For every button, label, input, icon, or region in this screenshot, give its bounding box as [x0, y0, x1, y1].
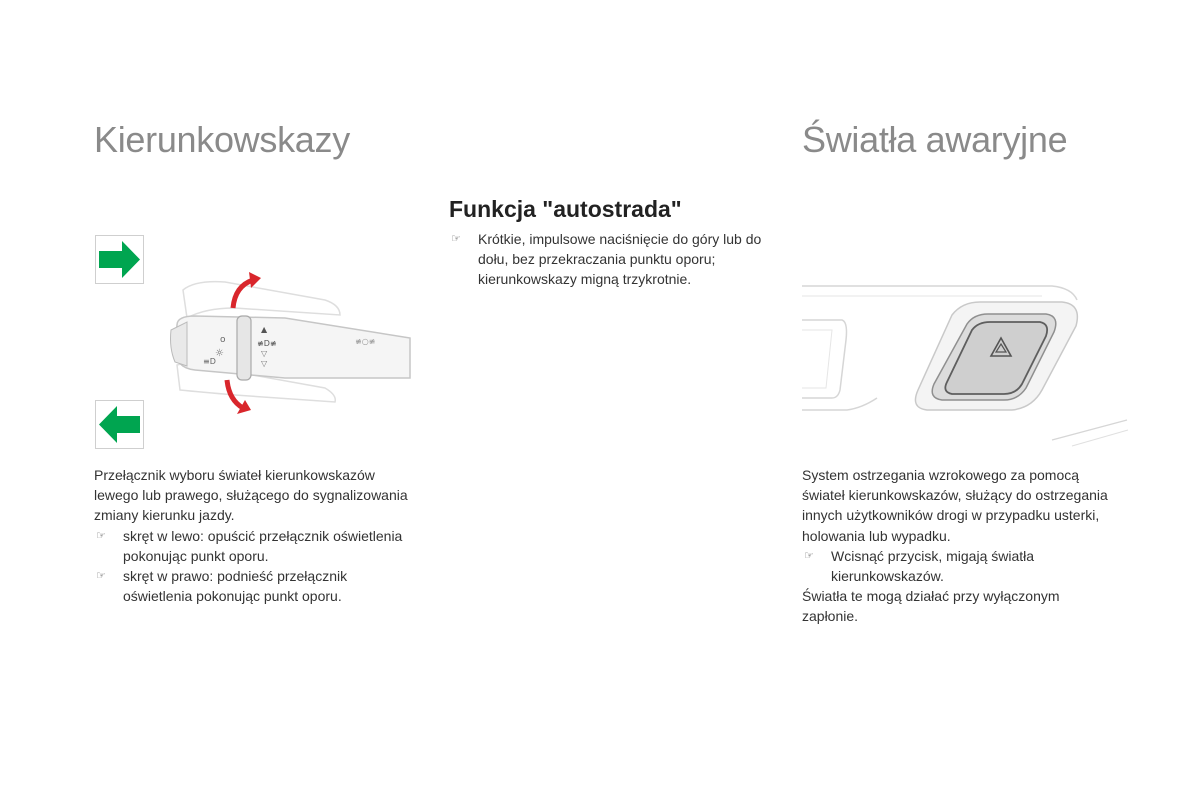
turn-signals-intro: Przełącznik wyboru świateł kierunkowskazów lewego lub prawego, służącego do sygnalizowania zmiany kierunku jazdy. [94, 467, 408, 524]
section-title-turn-signals: Kierunkowskazy [94, 119, 350, 160]
motorway-function-description [449, 229, 779, 290]
pointing-hand-icon: ☞ [804, 548, 814, 562]
list-item [94, 526, 414, 566]
pointing-hand-icon: ☞ [96, 569, 106, 583]
arrow-left-icon [95, 400, 144, 449]
pointing-hand-icon: ☞ [451, 232, 461, 245]
svg-text:≡D: ≡D [203, 357, 216, 366]
turn-signals-description [94, 465, 414, 606]
svg-text:▲: ▲ [261, 325, 268, 334]
turn-signal-stalk-illustration [165, 270, 415, 420]
list-item [802, 546, 1112, 586]
arrow-right-icon [95, 235, 144, 284]
hazard-lights-intro: System ostrzegania wzrokowego za pomocą świateł kierunkowskazów, służący do ostrzegania innych użytkowników drogi w przypadku usterki, holowania lub wypadku. [802, 467, 1108, 544]
svg-text:o: o [220, 335, 226, 345]
section-title-motorway-function: Funkcja "autostrada" [449, 196, 682, 222]
list-item [449, 229, 779, 290]
svg-text:▽: ▽ [261, 349, 268, 358]
svg-text:≢○≢: ≢○≢ [355, 337, 376, 346]
bullet-text: skręt w prawo: podnieść przełącznik oświetlenia pokonując punkt oporu. [123, 568, 348, 605]
section-title-hazard-lights: Światła awaryjne [802, 119, 1068, 160]
list-item [94, 566, 414, 606]
hazard-lights-outro: Światła te mogą działać przy wyłączonym zapłonie. [802, 588, 1060, 625]
bullet-text: Wcisnąć przycisk, migają światła kierunkowskazów. [831, 547, 1035, 585]
hazard-warning-button-illustration [802, 280, 1132, 450]
pointing-hand-icon: ☞ [96, 528, 106, 542]
bullet-text: skręt w lewo: opuścić przełącznik oświetlenia pokonując punkt oporu. [123, 527, 403, 564]
svg-text:☼: ☼ [215, 348, 224, 359]
svg-text:≢D≢: ≢D≢ [257, 339, 277, 348]
svg-text:▽: ▽ [261, 359, 268, 368]
hazard-lights-description [802, 465, 1112, 627]
bullet-text: Krótkie, impulsowe naciśnięcie do góry lub do dołu, bez przekraczania punktu oporu; kierunkowskazy migną trzykrotnie. [478, 231, 762, 288]
